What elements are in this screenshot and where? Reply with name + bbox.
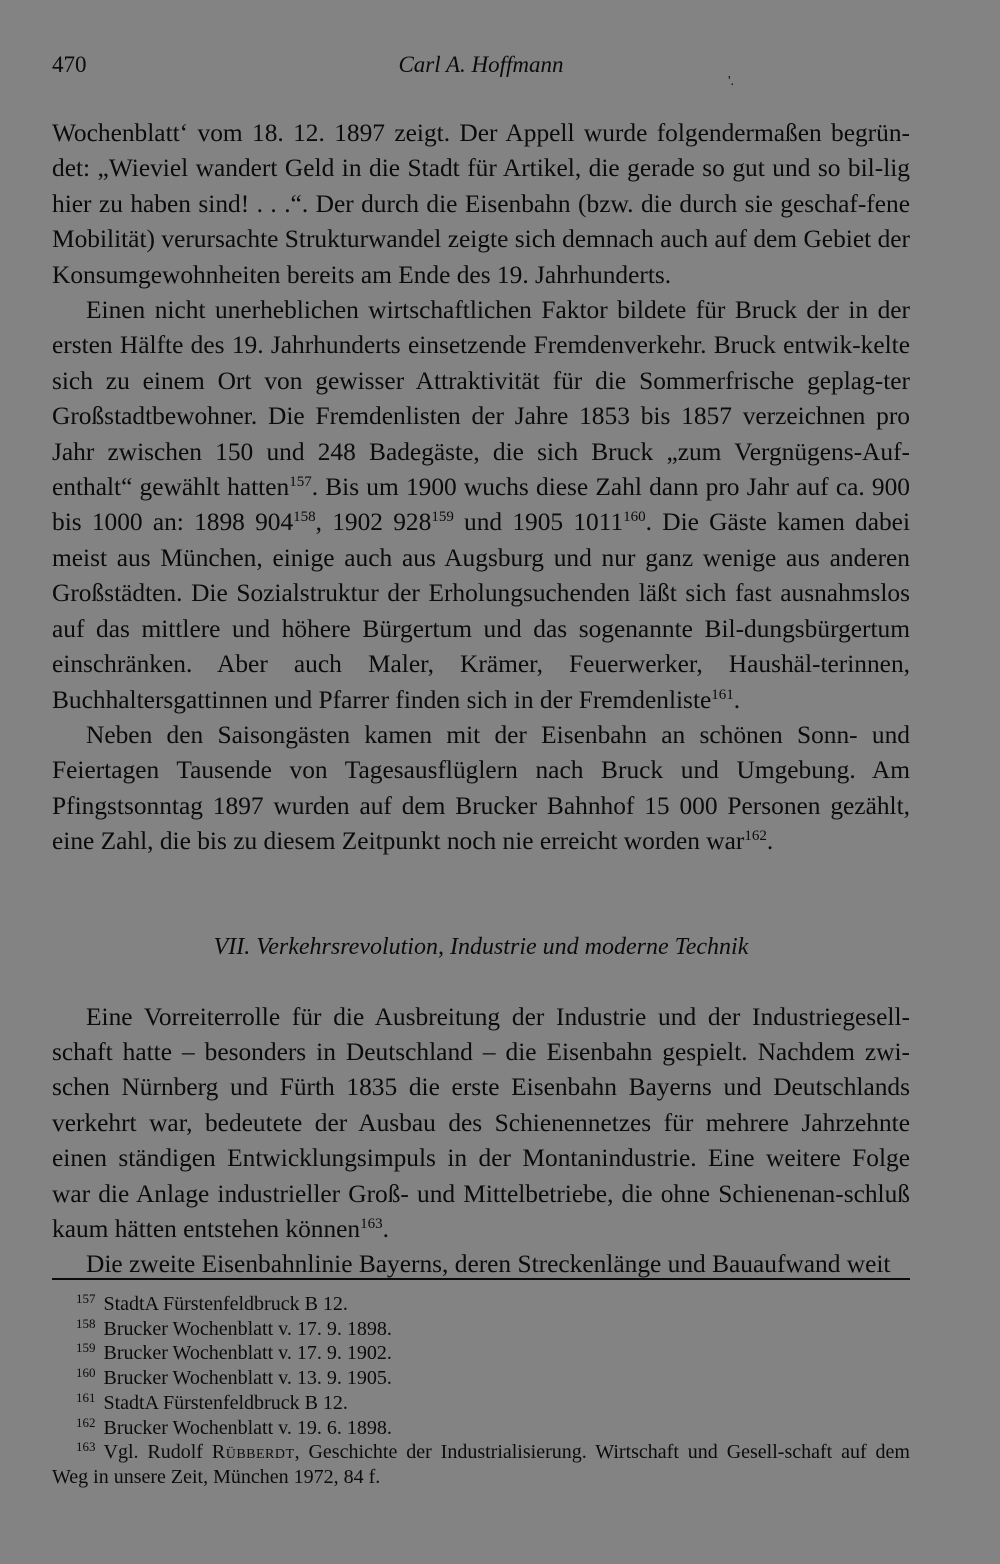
footnote-number: 157: [76, 1291, 96, 1306]
print-speck: '.: [728, 74, 735, 89]
footnote: [52, 1292, 910, 1317]
paragraph-2-text-c: , 1902 928: [315, 508, 432, 537]
paragraph-2-text-d: und 1905 1011: [453, 508, 624, 537]
paragraph-5: Die zweite Eisenbahnlinie Bayerns, deren Streckenlänge und Bauaufwand weit: [86, 1250, 891, 1279]
footnote-number: 163: [76, 1439, 96, 1455]
paragraph-3: [52, 718, 910, 860]
body-text: [52, 116, 910, 1283]
footnote-number: 160: [76, 1365, 96, 1381]
footnote-text: Brucker Wochenblatt v. 13. 9. 1905.: [103, 1367, 392, 1390]
footnote-ref-161[interactable]: 161: [711, 686, 734, 703]
footnote-number: 158: [76, 1315, 96, 1331]
footnote-ref-163[interactable]: 163: [360, 1215, 383, 1232]
footnote-text: Brucker Wochenblatt v. 17. 9. 1902.: [103, 1342, 392, 1365]
footnote-number: 161: [76, 1389, 96, 1405]
paragraph-4: [52, 1000, 910, 1248]
footnote-rule: [52, 1278, 910, 1280]
paragraph-1: Wochenblatt‘ vom 18. 12. 1897 zeigt. Der Appell wurde folgendermaßen begrün-det: „Wieviel wandert Geld in die Stadt für Artikel, die gerade so gut und so bil-lig hier zu haben sind! . . .“. Der durch die Eisenbahn (bzw. die durch sie geschaf-fene Mobilität) verursachte Strukturwandel zeigte sich demnach auch auf dem Gebiet der Konsumgewohnheiten bereits am Ende des 19. Jahrhunderts.: [52, 119, 910, 289]
footnote-text-post: , Geschichte der Industrialisierung. Wirtschaft und Gesell-schaft auf dem Weg in unsere Zeit, München 1972, 84 f.: [52, 1441, 910, 1488]
page-number: 470: [52, 52, 87, 77]
footnote: [52, 1391, 910, 1416]
footnote: [52, 1366, 910, 1391]
paragraph-4-text-b: .: [382, 1214, 389, 1243]
paragraph-3-text-a: Neben den Saisongästen kamen mit der Eisenbahn an schönen Sonn- und Feiertagen Tausende von Tagesausflüglern nach Bruck und Umgebung. Am Pfingstsonntag 1897 wurden auf dem Brucker Bahnhof 15 000 Personen gezählt, eine Zahl, die bis zu diesem Zeitpunkt noch nie erreicht worden war: [52, 720, 910, 856]
section-heading: VII. Verkehrsrevolution, Industrie und moderne Technik: [213, 933, 749, 960]
footnote-text: StadtA Fürstenfeldbruck B 12.: [103, 1293, 348, 1315]
paragraph-4-text-a: Eine Vorreiterrolle für die Ausbreitung der Industrie und der Industriegesell-schaft hatte – besonders in Deutschland – die Eisenbahn gespielt. Nachdem zwi-schen Nürnberg und Fürth 1835 die erste Eisenbahn Bayerns und Deutschlands verkehrt war, bedeutete der Ausbau des Schienennetzes für mehrere Jahrzehnte einen ständigen Entwicklungsimpuls in der Montanindustrie. Eine weitere Folge war die Anlage industrieller Groß- und Mittelbetriebe, die ohne Schienenan-schluß kaum hätten entstehen können: [52, 1002, 910, 1243]
footnote-ref-158[interactable]: 158: [293, 509, 316, 526]
footnote: [52, 1416, 910, 1441]
footnote-text: Brucker Wochenblatt v. 17. 9. 1898.: [103, 1317, 392, 1340]
paragraph-2: [52, 293, 910, 718]
paragraph-2-text-e: . Die Gäste kamen dabei meist aus München, einige auch aus Augsburg und nur ganz wenige aus anderen Großstädten. Die Sozialstruktur der Erholungsuchenden läßt sich fast ausnahmslos auf das mittlere und höhere Bürgertum und das sogenannte Bil-dungsbürgertum einschränken. Aber auch Maler, Krämer, Feuerwerker, Haushäl-terinnen, Buchhaltersgattinnen und Pfarrer finden sich in der Fremdenliste: [52, 508, 911, 714]
footnote: [52, 1317, 910, 1342]
paragraph-2-text-f: .: [733, 685, 741, 714]
footnote-text: Brucker Wochenblatt v. 19. 6. 1898.: [103, 1416, 392, 1439]
footnote-number: 162: [76, 1414, 96, 1430]
footnote: [52, 1341, 910, 1366]
footnote-text: StadtA Fürstenfeldbruck B 12.: [103, 1391, 348, 1414]
footnotes: [52, 1292, 910, 1490]
running-head: Carl A. Hoffmann: [398, 52, 564, 77]
footnote-text-pre: Vgl. Rudolf: [103, 1441, 212, 1464]
footnote-ref-157[interactable]: 157: [289, 474, 312, 491]
page-header: [52, 52, 910, 92]
paragraph-2-text-a: Einen nicht unerheblichen wirtschaftlichen Faktor bildete für Bruck der in der ersten Hälfte des 19. Jahrhunderts einsetzende Fremdenverkehr. Bruck entwik-kelte sich zu einem Ort von gewisser Attraktivität für die Sommerfrische geplag-ter Großstadtbewohner. Die Fremdenlisten der Jahre 1853 bis 1857 verzeichnen pro Jahr zwischen 150 und 248 Badegäste, die sich Bruck „zum Vergnügens-Auf-enthalt“ gewählt hatten: [52, 296, 910, 502]
footnote: [52, 1440, 910, 1489]
footnote-number: 159: [76, 1340, 96, 1356]
footnote-ref-162[interactable]: 162: [744, 828, 767, 845]
footnote-ref-159[interactable]: 159: [431, 509, 454, 526]
paragraph-2-text-b: . Bis um 1900 wuchs diese Zahl dann pro Jahr auf ca. 900 bis 1000 an: 1898 904: [52, 473, 910, 537]
footnote-author: Rübberdt: [211, 1441, 295, 1464]
footnote-ref-160[interactable]: 160: [623, 509, 646, 526]
paragraph-3-text-b: .: [766, 827, 774, 856]
